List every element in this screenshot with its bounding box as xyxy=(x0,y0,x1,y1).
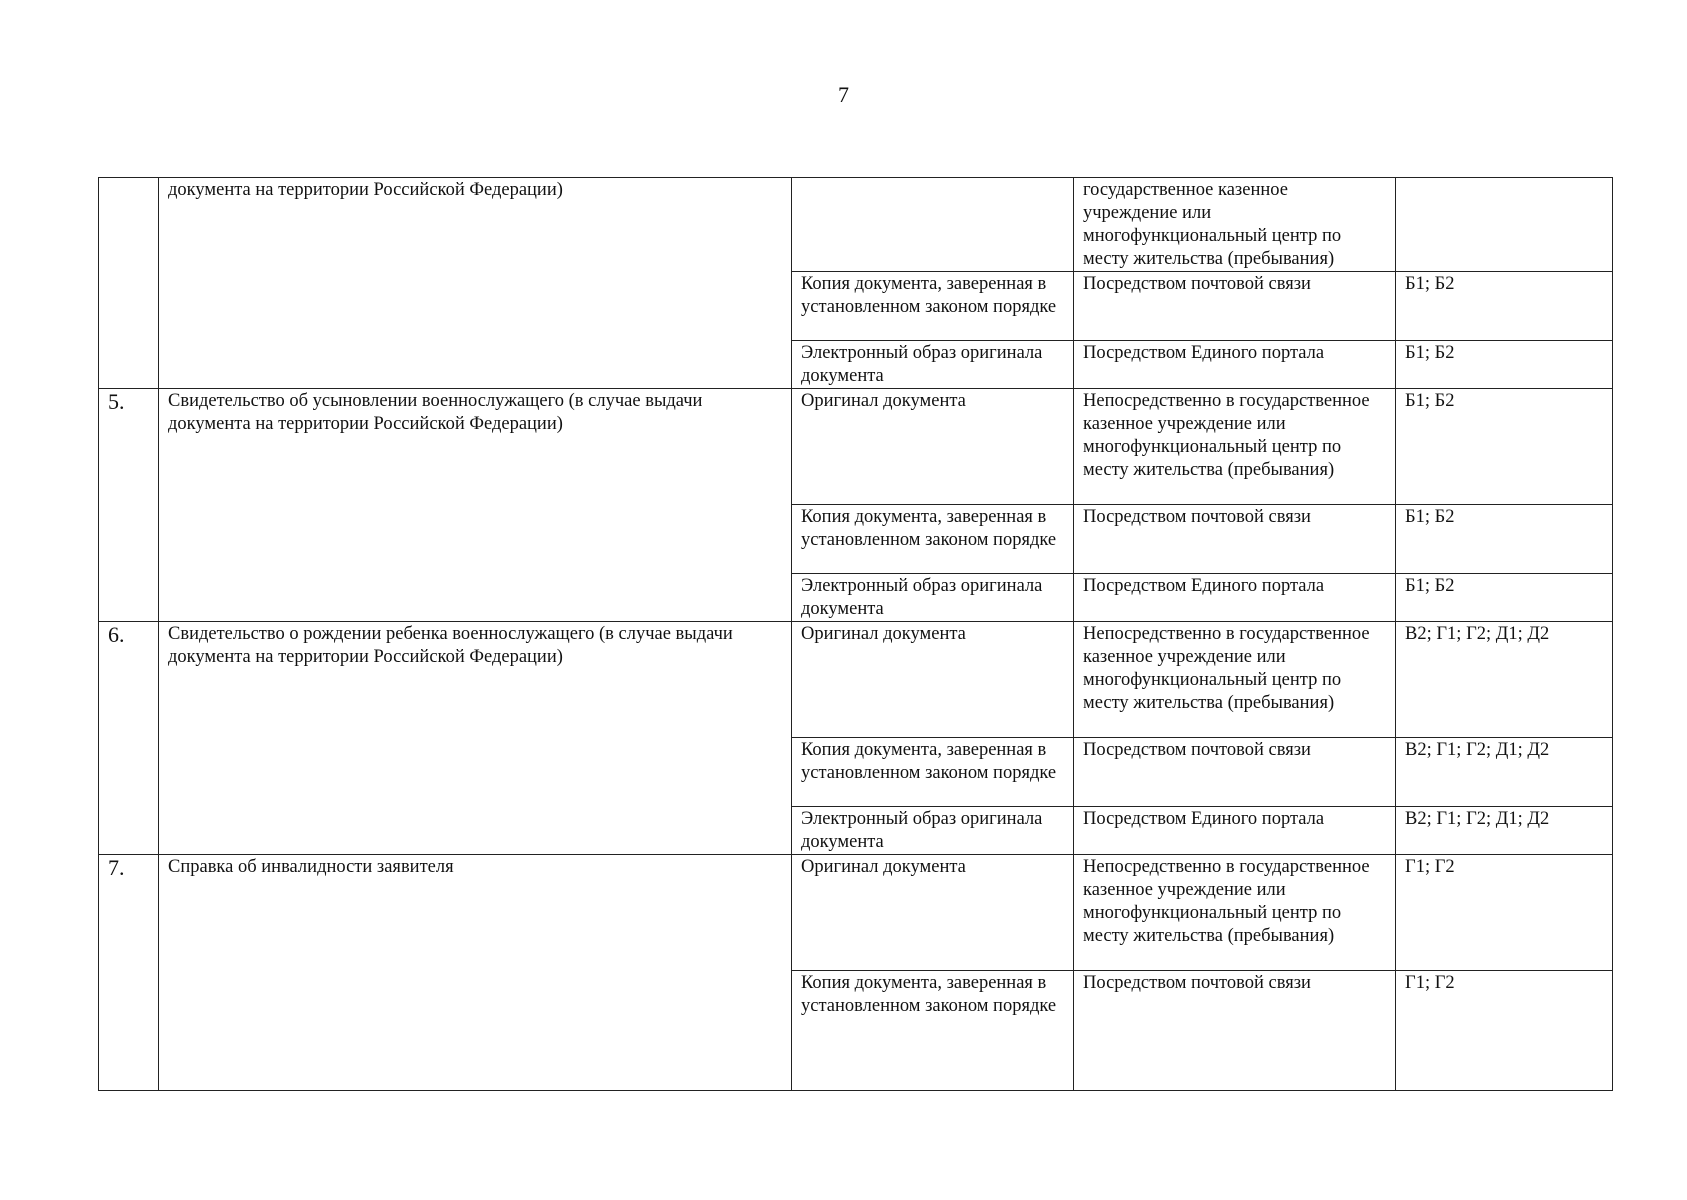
table-row xyxy=(99,389,1613,505)
applicant-categories: Г1; Г2 xyxy=(1396,971,1613,1091)
applicant-categories: Б1; Б2 xyxy=(1396,272,1613,341)
submission-method: Непосредственно в государственное казенное учреждение или многофункциональный центр по месту жительства (пребывания) xyxy=(1074,389,1396,505)
applicant-categories: Б1; Б2 xyxy=(1396,574,1613,622)
submission-method: государственное казенное учреждение или многофункциональный центр по месту жительства (пребывания) xyxy=(1074,178,1396,272)
row-number xyxy=(99,178,159,389)
applicant-categories: Б1; Б2 xyxy=(1396,389,1613,505)
documents-table xyxy=(98,177,1613,1091)
submission-form: Копия документа, заверенная в установленном законом порядке xyxy=(792,505,1074,574)
submission-method: Непосредственно в государственное казенное учреждение или многофункциональный центр по месту жительства (пребывания) xyxy=(1074,622,1396,738)
submission-form: Электронный образ оригинала документа xyxy=(792,341,1074,389)
document-name: Свидетельство о рождении ребенка военнослужащего (в случае выдачи документа на территории Российской Федерации) xyxy=(159,622,792,855)
submission-form: Оригинал документа xyxy=(792,389,1074,505)
submission-form: Копия документа, заверенная в установленном законом порядке xyxy=(792,272,1074,341)
submission-method: Непосредственно в государственное казенное учреждение или многофункциональный центр по месту жительства (пребывания) xyxy=(1074,855,1396,971)
document-name: Свидетельство об усыновлении военнослужащего (в случае выдачи документа на территории Российской Федерации) xyxy=(159,389,792,622)
row-number: 7. xyxy=(99,855,159,1091)
applicant-categories: В2; Г1; Г2; Д1; Д2 xyxy=(1396,622,1613,738)
applicant-categories: Б1; Б2 xyxy=(1396,341,1613,389)
row-number: 5. xyxy=(99,389,159,622)
submission-method: Посредством почтовой связи xyxy=(1074,505,1396,574)
submission-method: Посредством Единого портала xyxy=(1074,574,1396,622)
document-name: Справка об инвалидности заявителя xyxy=(159,855,792,1091)
submission-form: Электронный образ оригинала документа xyxy=(792,574,1074,622)
submission-form xyxy=(792,178,1074,272)
applicant-categories xyxy=(1396,178,1613,272)
submission-form: Оригинал документа xyxy=(792,855,1074,971)
submission-form: Оригинал документа xyxy=(792,622,1074,738)
table-row xyxy=(99,178,1613,272)
document-name: документа на территории Российской Федерации) xyxy=(159,178,792,389)
page-number: 7 xyxy=(838,82,849,107)
submission-method: Посредством почтовой связи xyxy=(1074,272,1396,341)
submission-form: Копия документа, заверенная в установленном законом порядке xyxy=(792,738,1074,807)
submission-form: Электронный образ оригинала документа xyxy=(792,807,1074,855)
table-row xyxy=(99,622,1613,738)
submission-method: Посредством почтовой связи xyxy=(1074,738,1396,807)
row-number: 6. xyxy=(99,622,159,855)
submission-form: Копия документа, заверенная в установленном законом порядке xyxy=(792,971,1074,1091)
submission-method: Посредством почтовой связи xyxy=(1074,971,1396,1091)
applicant-categories: В2; Г1; Г2; Д1; Д2 xyxy=(1396,738,1613,807)
applicant-categories: В2; Г1; Г2; Д1; Д2 xyxy=(1396,807,1613,855)
applicant-categories: Б1; Б2 xyxy=(1396,505,1613,574)
submission-method: Посредством Единого портала xyxy=(1074,807,1396,855)
submission-method: Посредством Единого портала xyxy=(1074,341,1396,389)
table-row xyxy=(99,855,1613,971)
applicant-categories: Г1; Г2 xyxy=(1396,855,1613,971)
